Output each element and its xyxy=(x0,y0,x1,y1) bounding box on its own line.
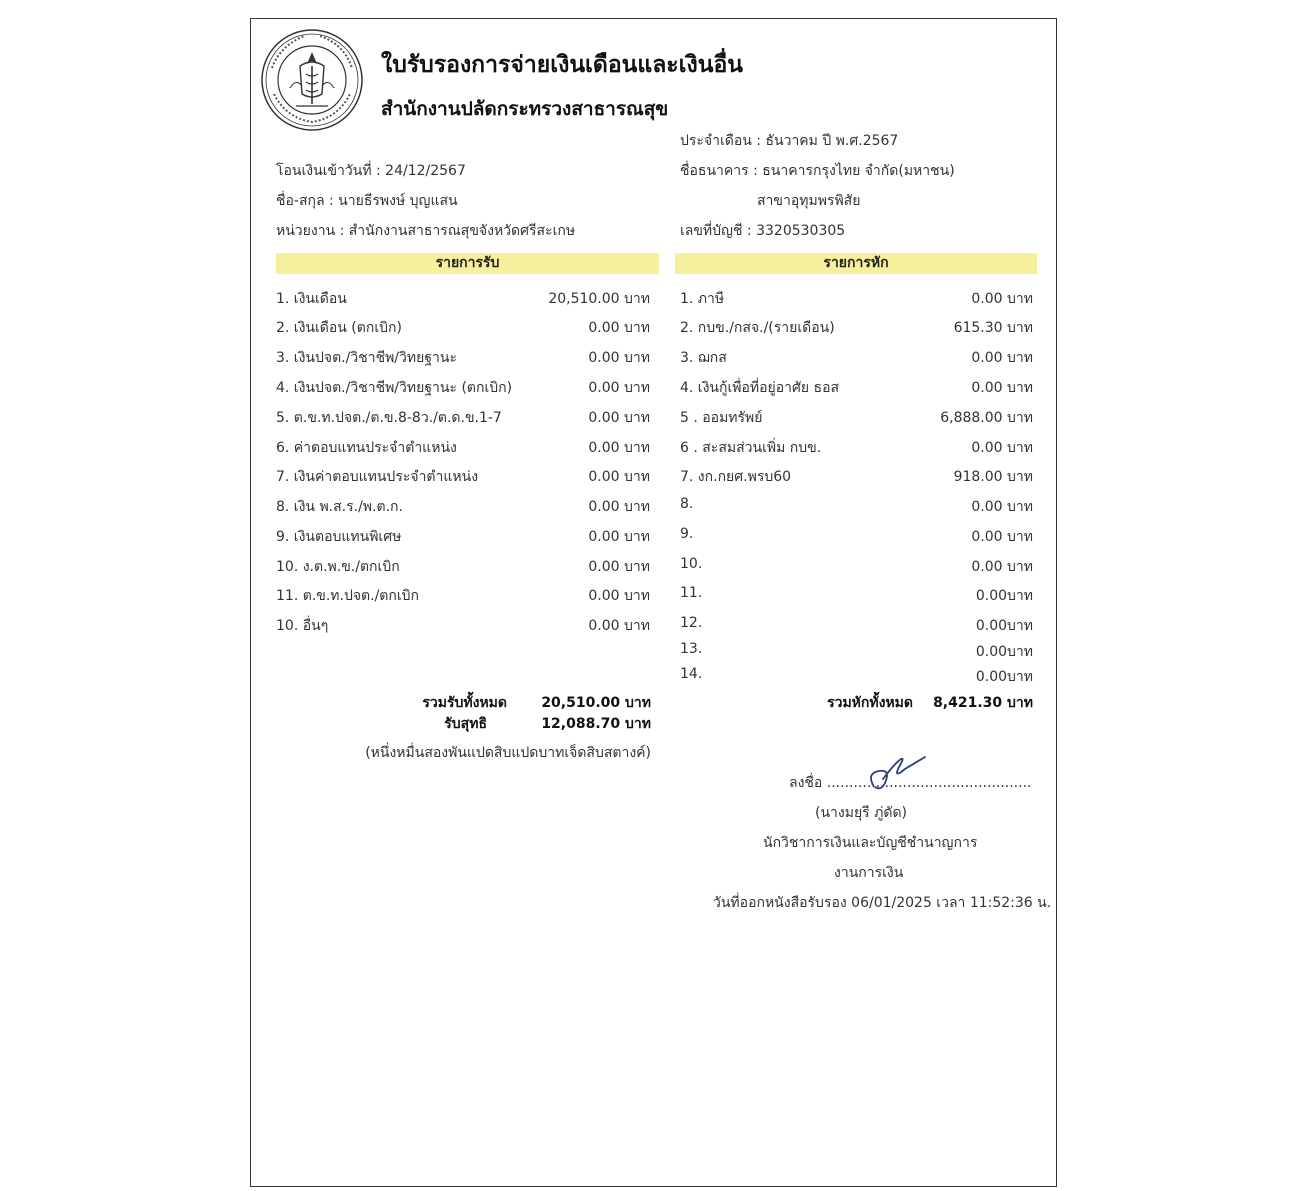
deduction-item-label: 4. เงินกู้เพื่อที่อยู่อาศัย ธอส xyxy=(680,380,840,396)
employee-name: ชื่อ-สกุล : นายธีรพงษ์ บุญแสน xyxy=(276,193,458,209)
deduction-item-label: 8. xyxy=(680,496,694,512)
deduction-item-label: 1. ภาษี xyxy=(680,291,725,307)
income-item-amount: 0.00 บาท xyxy=(588,320,650,336)
income-item-amount: 0.00 บาท xyxy=(588,499,650,515)
income-item-label: 10. อื่นๆ xyxy=(276,618,329,634)
income-item-amount: 0.00 บาท xyxy=(588,440,650,456)
income-item-label: 10. ง.ต.พ.ข./ตกเบิก xyxy=(276,559,400,575)
deduction-item-amount: 6,888.00 บาท xyxy=(940,410,1033,426)
bank-name: ชื่อธนาคาร : ธนาคารกรุงไทย จำกัด(มหาชน) xyxy=(680,163,955,179)
document-subtitle: สำนักงานปลัดกระทรวงสาธารณสุข xyxy=(381,98,669,120)
deduction-item-label: 10. xyxy=(680,556,703,572)
transfer-date: โอนเงินเข้าวันที่ : 24/12/2567 xyxy=(276,163,466,179)
income-item-label: 1. เงินเดือน xyxy=(276,291,347,307)
deduction-item-amount: 0.00 บาท xyxy=(971,380,1033,396)
signer-department: งานการเงิน xyxy=(834,865,904,881)
deduction-item-amount: 0.00บาท xyxy=(975,644,1033,660)
income-item-label: 2. เงินเดือน (ตกเบิก) xyxy=(276,320,402,336)
ministry-seal-icon xyxy=(260,28,364,132)
income-item-label: 11. ต.ข.ท.ปจต./ตกเบิก xyxy=(276,588,420,604)
month-label: ประจำเดือน : ธันวาคม ปี พ.ศ.2567 xyxy=(680,133,899,149)
deduction-item-amount: 0.00 บาท xyxy=(971,499,1033,515)
income-item-amount: 0.00 บาท xyxy=(588,380,650,396)
income-header: รายการรับ xyxy=(276,253,659,274)
income-item-label: 8. เงิน พ.ส.ร./พ.ต.ก. xyxy=(276,499,403,515)
deduction-header: รายการหัก xyxy=(675,253,1037,274)
document-title: ใบรับรองการจ่ายเงินเดือนและเงินอื่น xyxy=(381,52,744,78)
deduction-total-label: รวมหักทั้งหมด xyxy=(827,695,913,711)
deduction-item-label: 2. กบข./กสจ./(รายเดือน) xyxy=(680,320,835,336)
signature-line: ลงชื่อ .............................................. xyxy=(789,775,1032,791)
income-item-amount: 0.00 บาท xyxy=(588,618,650,634)
deduction-item-label: 11. xyxy=(680,585,703,601)
income-total-label: รวมรับทั้งหมด xyxy=(422,695,507,711)
income-item-label: 4. เงินปจต./วิชาชีพ/วิทยฐานะ (ตกเบิก) xyxy=(276,380,513,396)
income-item-label: 5. ต.ข.ท.ปจต./ต.ข.8-8ว./ต.ด.ข.1-7 xyxy=(276,410,502,426)
net-pay-words: (หนึ่งหมื่นสองพันแปดสิบแปดบาทเจ็ดสิบสตางค์) xyxy=(365,745,651,761)
bank-branch: สาขาอุทุมพรพิสัย xyxy=(757,193,861,209)
account-number: เลขที่บัญชี : 3320530305 xyxy=(680,223,846,239)
deduction-item-label: 3. ฌกส xyxy=(680,350,727,366)
income-item-amount: 20,510.00 บาท xyxy=(548,291,650,307)
deduction-item-amount: 615.30 บาท xyxy=(953,320,1033,336)
income-item-label: 7. เงินค่าตอบแทนประจำตำแหน่ง xyxy=(276,469,479,485)
deduction-item-label: 13. xyxy=(680,641,703,657)
deduction-item-amount: 0.00บาท xyxy=(975,618,1033,634)
income-item-amount: 0.00 บาท xyxy=(588,350,650,366)
income-item-amount: 0.00 บาท xyxy=(588,559,650,575)
income-total-amount: 20,510.00 บาท xyxy=(541,695,651,711)
deduction-item-amount: 0.00 บาท xyxy=(971,440,1033,456)
deduction-item-amount: 918.00 บาท xyxy=(953,469,1033,485)
deduction-item-amount: 0.00 บาท xyxy=(971,559,1033,575)
income-item-label: 6. ค่าตอบแทนประจำตำแหน่ง xyxy=(276,440,457,456)
income-item-amount: 0.00 บาท xyxy=(588,410,650,426)
deduction-item-label: 7. งก.กยศ.พรบ60 xyxy=(680,469,792,485)
handwritten-signature-icon xyxy=(865,753,931,793)
deduction-item-amount: 0.00 บาท xyxy=(971,291,1033,307)
income-item-amount: 0.00 บาท xyxy=(588,588,650,604)
deduction-item-amount: 0.00 บาท xyxy=(971,529,1033,545)
income-item-amount: 0.00 บาท xyxy=(588,469,650,485)
deduction-item-label: 14. xyxy=(680,666,703,682)
deduction-item-amount: 0.00 บาท xyxy=(971,350,1033,366)
certificate-page xyxy=(250,18,1057,1187)
net-pay-amount: 12,088.70 บาท xyxy=(541,716,651,732)
deduction-item-label: 6 . สะสมส่วนเพิ่ม กบข. xyxy=(680,440,822,456)
deduction-item-label: 9. xyxy=(680,526,694,542)
signer-name: (นางมยุรี ภู่ดัด) xyxy=(815,805,908,821)
deduction-item-amount: 0.00บาท xyxy=(975,669,1033,685)
deduction-item-amount: 0.00บาท xyxy=(975,588,1033,604)
income-item-label: 3. เงินปจต./วิชาชีพ/วิทยฐานะ xyxy=(276,350,457,366)
income-item-label: 9. เงินตอบแทนพิเศษ xyxy=(276,529,402,545)
deduction-item-label: 5 . ออมทรัพย์ xyxy=(680,410,763,426)
signer-position: นักวิชาการเงินและบัญชีชำนาญการ xyxy=(763,835,978,851)
income-item-amount: 0.00 บาท xyxy=(588,529,650,545)
issue-timestamp: วันที่ออกหนังสือรับรอง 06/01/2025 เวลา 11:52:36 น. xyxy=(713,895,1052,911)
work-unit: หน่วยงาน : สำนักงานสาธารณสุขจังหวัดศรีสะเกษ xyxy=(276,223,576,239)
net-pay-label: รับสุทธิ xyxy=(444,716,487,732)
deduction-total-amount: 8,421.30 บาท xyxy=(933,695,1033,711)
deduction-item-label: 12. xyxy=(680,615,703,631)
